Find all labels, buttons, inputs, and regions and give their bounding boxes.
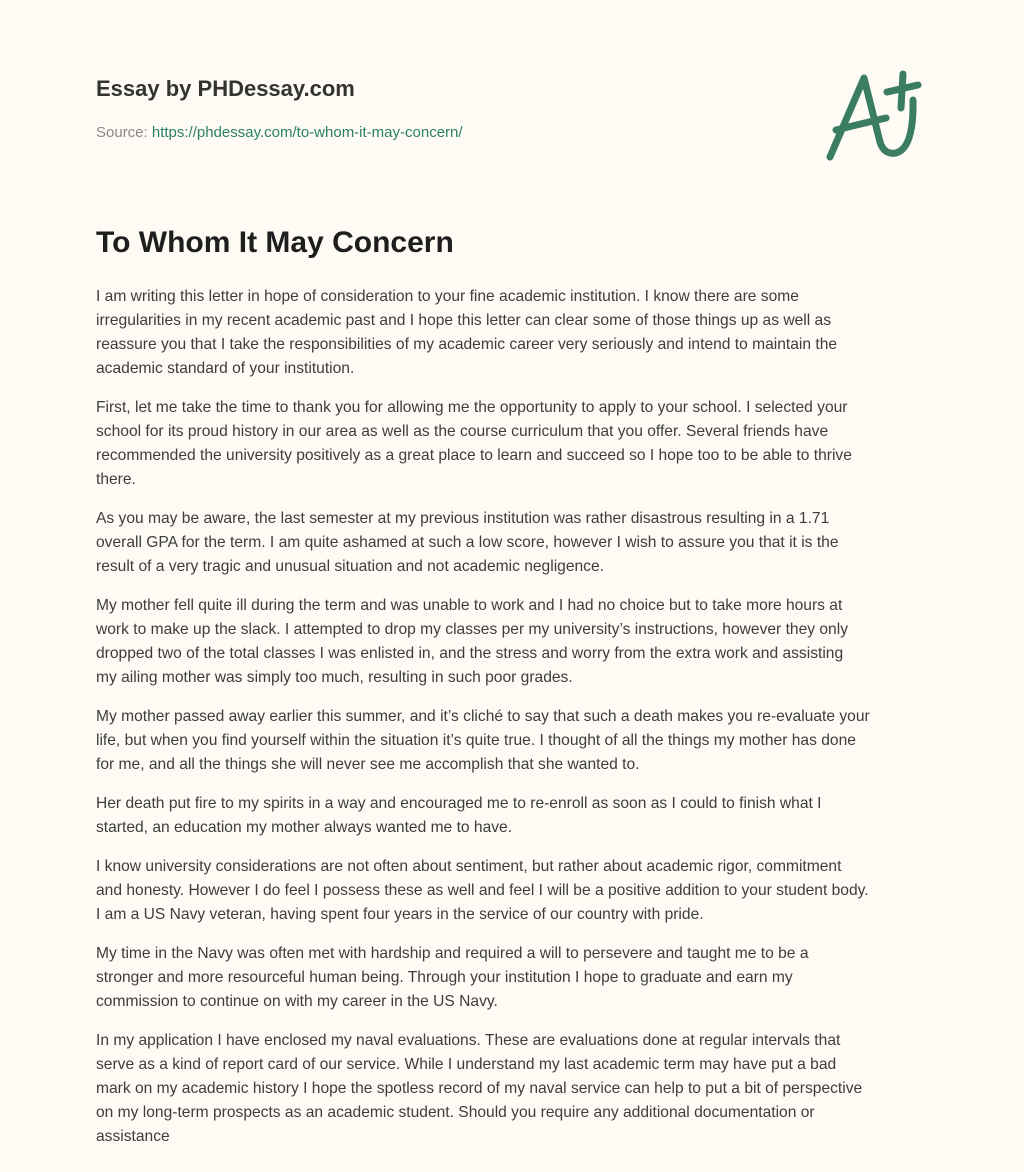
- essay-paragraph: [96, 855, 936, 927]
- paragraph-line: life, but when you find yourself within the situation it’s quite true. I thought of all the things my mother has done: [96, 732, 856, 749]
- essay-paragraph: [96, 705, 936, 777]
- paragraph-line: for me, and all the things she will never see me accomplish that she wanted to.: [96, 756, 640, 773]
- paragraph-line: Her death put fire to my spirits in a way and encouraged me to re-enroll as soon as I could to finish what I: [96, 795, 822, 812]
- paragraph-line: First, let me take the time to thank you for allowing me the opportunity to apply to your school. I selected your: [96, 399, 848, 416]
- paragraph-line: school for its proud history in our area as well as the course curriculum that you offer. Several friends have: [96, 423, 829, 440]
- paragraph-line: there.: [96, 471, 136, 488]
- source-line: [96, 124, 463, 141]
- paragraph-line: I know university considerations are not often about sentiment, but rather about academic rigor, commitment: [96, 858, 842, 875]
- paragraph-line: stronger and more resourceful human being. Through your institution I hope to graduate and earn my: [96, 969, 793, 986]
- essay-paragraph: [96, 507, 936, 579]
- paragraph-line: my ailing mother was simply too much, resulting in such poor grades.: [96, 669, 573, 686]
- paragraph-line: In my application I have enclosed my naval evaluations. These are evaluations done at regular intervals that: [96, 1032, 841, 1049]
- essay-paragraph: [96, 942, 936, 1014]
- paragraph-line: I am a US Navy veteran, having spent four years in the service of our country with pride.: [96, 906, 704, 923]
- paragraph-line: and honesty. However I do feel I possess these as well and feel I will be a positive addition to your student body.: [96, 882, 869, 899]
- essay-body: [96, 285, 936, 1164]
- a-plus-logo-icon: [810, 60, 940, 170]
- paragraph-line: My time in the Navy was often met with hardship and required a will to persevere and taught me to be a: [96, 945, 809, 962]
- essay-paragraph: [96, 396, 936, 492]
- paragraph-line: My mother fell quite ill during the term and was unable to work and I had no choice but to take more hours at: [96, 597, 843, 614]
- site-brand: Essay by PHDessay.com: [96, 76, 355, 101]
- essay-paragraph: [96, 1029, 936, 1149]
- paragraph-line: recommended the university positively as a great place to learn and succeed so I hope too to be able to thrive: [96, 447, 852, 464]
- paragraph-line: work to make up the slack. I attempted to drop my classes per my university’s instructions, however they only: [96, 621, 848, 638]
- paragraph-line: result of a very tragic and unusual situation and not academic negligence.: [96, 558, 604, 575]
- paragraph-line: As you may be aware, the last semester at my previous institution was rather disastrous resulting in a 1.71: [96, 510, 830, 527]
- essay-paragraph: [96, 285, 936, 381]
- paragraph-line: serve as a kind of report card of our service. While I understand my last academic term may have put a bad: [96, 1056, 837, 1073]
- essay-paragraph: [96, 792, 936, 840]
- paragraph-line: My mother passed away earlier this summer, and it’s cliché to say that such a death makes you re-evaluate your: [96, 708, 870, 725]
- paragraph-line: reassure you that I take the responsibilities of my academic career very seriously and intend to maintain the: [96, 336, 838, 353]
- source-link[interactable]: https://phdessay.com/to-whom-it-may-concern/: [151, 124, 463, 141]
- paragraph-line: started, an education my mother always wanted me to have.: [96, 819, 513, 836]
- paragraph-line: on my long-term prospects as an academic student. Should you require any additional documentation or: [96, 1104, 815, 1121]
- paragraph-line: irregularities in my recent academic past and I hope this letter can clear some of those things up as well as: [96, 312, 832, 329]
- paragraph-line: assistance: [96, 1128, 170, 1145]
- paragraph-line: dropped two of the total classes I was enlisted in, and the stress and worry from the extra work and assisting: [96, 645, 844, 662]
- essay-title: To Whom It May Concern: [96, 226, 454, 259]
- paragraph-line: academic standard of your institution.: [96, 360, 355, 377]
- paragraph-line: overall GPA for the term. I am quite ashamed at such a low score, however I wish to assure you that it is the: [96, 534, 839, 551]
- paragraph-line: I am writing this letter in hope of consideration to your fine academic institution. I know there are some: [96, 288, 799, 305]
- source-label: Source:: [96, 124, 148, 141]
- paragraph-line: mark on my academic history I hope the spotless record of my naval service can help to put a bit of perspective: [96, 1080, 863, 1097]
- essay-paragraph: [96, 594, 936, 690]
- paragraph-line: commission to continue on with my career in the US Navy.: [96, 993, 498, 1010]
